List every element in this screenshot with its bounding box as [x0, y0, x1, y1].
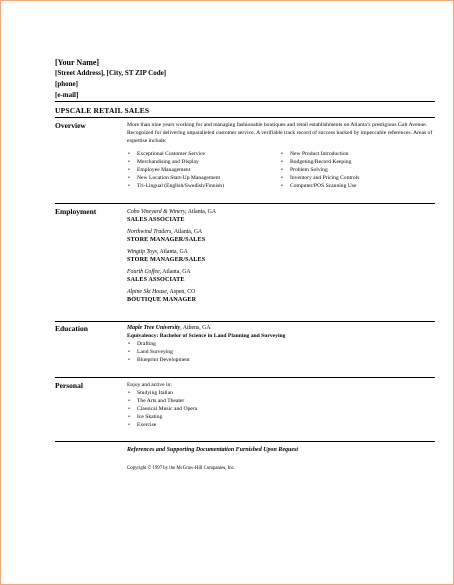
skill-item: • Problem Solving [280, 166, 430, 174]
skill-item: • Exceptional Customer Service [127, 150, 280, 158]
personal-item: • Studying Italian [127, 389, 433, 397]
job-entry [127, 268, 433, 284]
skill-item: • Employee Management [127, 166, 280, 174]
email: [e-mail] [55, 91, 79, 99]
job-company: Fourth Coffee, [127, 269, 162, 275]
title-rule [55, 117, 435, 118]
phone: [phone] [55, 80, 78, 88]
copyright-notice: Copyright © 1997 by the McGraw-Hill Companies, Inc. [127, 466, 235, 471]
employment-label: Employment [55, 207, 97, 216]
education-item: • Drafting [127, 340, 433, 348]
skills-columns [127, 150, 433, 190]
education-label: Education [55, 324, 88, 333]
job-position: BOUTIQUE MANAGER [127, 296, 197, 303]
job-entry [127, 288, 433, 304]
personal-intro: Enjoy and active in: [127, 382, 172, 388]
skill-item: • Merchandising and Display [127, 158, 280, 166]
employment-rule [55, 203, 435, 204]
personal-section [127, 381, 433, 429]
contact-header [55, 57, 166, 101]
employment-section [127, 208, 433, 308]
skill-item: • Tri-Lingual (English/Swedish/Finnish) [127, 182, 280, 190]
skills-list-right [280, 150, 430, 190]
references-note: References and Supporting Documentation Furnished Upon Request [127, 447, 299, 453]
job-company: Coho Vineyard & Winery, [127, 209, 187, 215]
job-company: Alpine Ski House, [127, 289, 169, 295]
job-location: Atlanta, GA [186, 209, 217, 215]
education-item: • Blueprint Development [127, 356, 433, 364]
personal-item: • The Arts and Theater [127, 397, 433, 405]
job-location: Atlanta, GA [172, 229, 203, 235]
job-position: SALES ASSOCIATE [127, 216, 185, 223]
personal-list [127, 389, 433, 429]
job-location: Aspen, CO [168, 289, 196, 295]
school-location: , Athens, GA [180, 325, 211, 331]
job-position: STORE MANAGER/SALES [127, 256, 206, 263]
job-position: STORE MANAGER/SALES [127, 236, 206, 243]
personal-item: • Classical Music and Opera [127, 405, 433, 413]
skills-list-left [127, 150, 280, 190]
skill-item: • New Location Start-Up Management [127, 174, 280, 182]
job-entry [127, 208, 433, 224]
job-entry [127, 228, 433, 244]
personal-rule [55, 377, 435, 378]
job-company: Northwind Traders, [127, 229, 173, 235]
header-rule [55, 101, 435, 102]
resume-title: UPSCALE RETAIL SALES [55, 106, 150, 115]
education-list [127, 340, 433, 364]
job-location: Atlanta, GA [158, 249, 188, 255]
job-location: Atlanta, GA [161, 269, 191, 275]
skill-item: • Budgeting/Record Keeping [280, 158, 430, 166]
job-position: SALES ASSOCIATE [127, 276, 185, 283]
education-rule [55, 321, 435, 322]
overview-section [127, 121, 433, 190]
footer-rule [55, 441, 435, 442]
applicant-name: [Your Name] [55, 58, 100, 67]
street-address: [Street Address], [City, ST ZIP Code] [55, 69, 167, 77]
degree: Equivalency: Bachelor of Science in Land Planning and Surveying [127, 333, 286, 339]
overview-label: Overview [55, 121, 86, 130]
personal-item: • Exercise [127, 421, 433, 429]
job-entry [127, 248, 433, 264]
job-company: Wingtip Toys, [127, 249, 159, 255]
school-name: Maple Tree University [127, 325, 181, 331]
skill-item: • New Product Introduction [280, 150, 430, 158]
education-item: • Land Surveying [127, 348, 433, 356]
personal-label: Personal [55, 381, 83, 390]
education-section [127, 324, 433, 364]
skill-item: • Inventory and Pricing Controls [280, 174, 430, 182]
overview-summary: More than nine years working for and managing fashionable boutiques and retail establishments on Atlanta’s prestigious Galt Avenue. Recognized for delivering unparalleled customer service. A verifiable track record of success backed by impeccable references. Areas of expertise include: [127, 122, 433, 144]
skill-item: • Computer/POS Scanning Use [280, 182, 430, 190]
personal-item: • Ice Skating [127, 413, 433, 421]
